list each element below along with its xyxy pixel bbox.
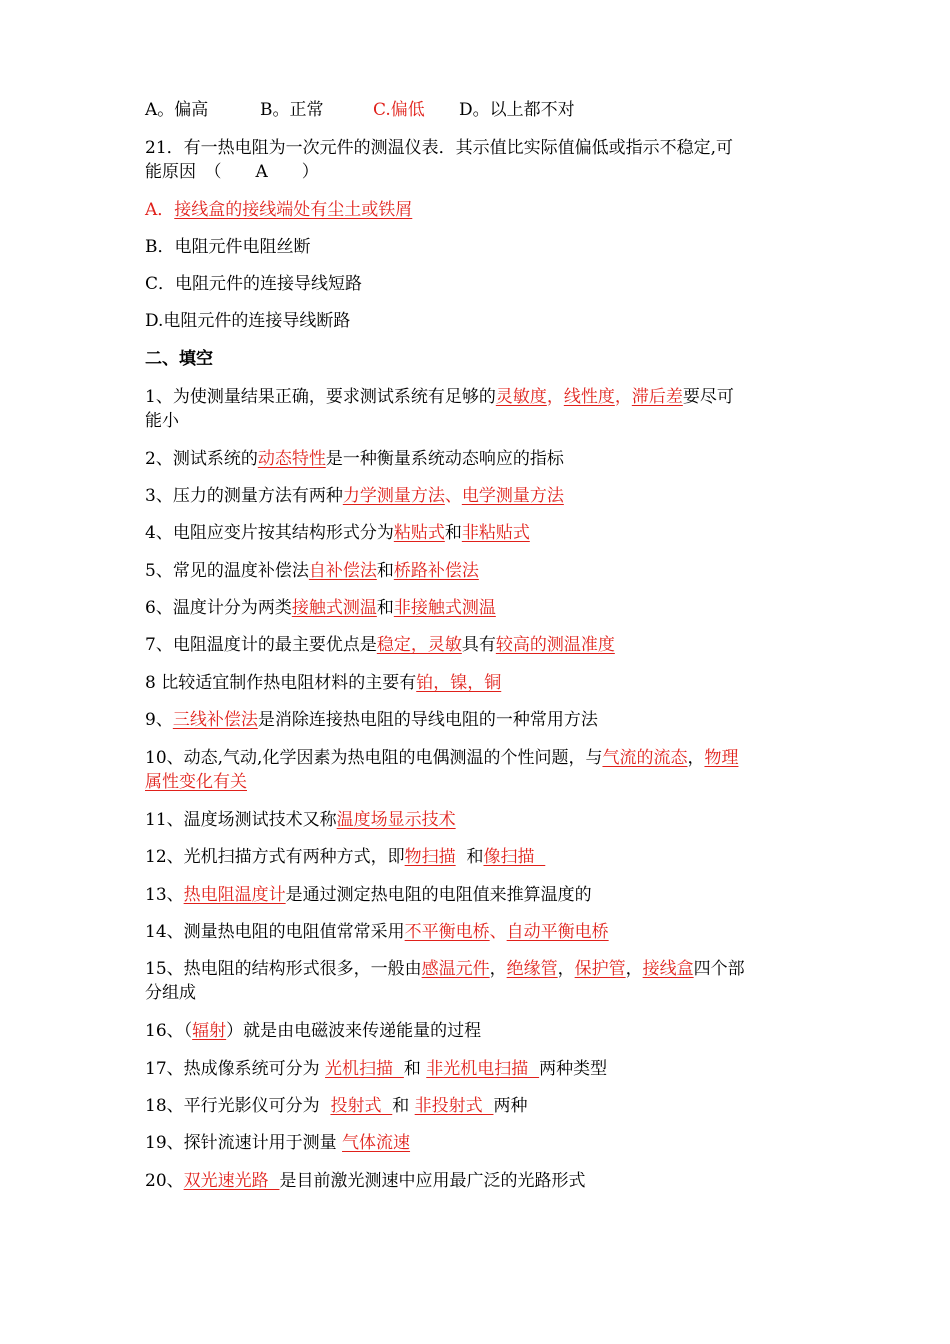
q17-sep: 和 <box>403 1059 427 1079</box>
q20-text-end: 是目前激光测速中应用最广泛的光路形式 <box>279 1171 586 1191</box>
fill-q1-line2: 能小 <box>145 411 179 431</box>
q19-text: 19、探针流速计用于测量 <box>145 1133 343 1153</box>
q5-sep: 和 <box>376 561 394 581</box>
q7-answer-1: 稳定，灵敏 <box>376 635 462 655</box>
q1-answer-2: 线性度 <box>563 387 615 407</box>
q20-text: 20、 <box>145 1171 184 1191</box>
q1-sep-1: ， <box>546 387 564 407</box>
q15-text-end: 四个部 <box>693 959 745 979</box>
q17-text-end: 两种类型 <box>539 1059 608 1079</box>
q5-answer-1: 自补偿法 <box>308 561 377 581</box>
q10-sep: ， <box>687 748 705 768</box>
q18-sep: 和 <box>392 1096 415 1116</box>
q21-line2: 能原因 （ A ） <box>145 162 319 182</box>
q6-answer-1: 接触式测温 <box>291 598 377 618</box>
q21-option-d: D.电阻元件的连接导线断路 <box>145 311 351 331</box>
q10-answer-3: 属性变化有关 <box>145 772 247 792</box>
q4-text: 4、电阻应变片按其结构形式分为 <box>145 523 394 543</box>
fill-q17 <box>145 1057 815 1081</box>
fill-q16 <box>145 1019 815 1043</box>
q7-answer-2: 较高的测温准度 <box>495 635 615 655</box>
q16-text: 16、（ <box>145 1021 193 1041</box>
q14-sep: 、 <box>489 922 507 942</box>
option-b: B。正常 <box>260 100 324 120</box>
q14-text: 14、测量热电阻的电阻值常常采用 <box>145 922 405 942</box>
q2-answer-1: 动态特性 <box>257 449 326 469</box>
q9-text-end: 是消除连接热电阻的导线电阻的一种常用方法 <box>257 710 598 730</box>
fill-q6 <box>145 596 815 620</box>
q4-sep: 和 <box>444 523 462 543</box>
option-d: D。以上都不对 <box>459 100 575 120</box>
fill-q10 <box>145 746 815 770</box>
q17-answer-2: 非光机电扫描 <box>426 1059 540 1079</box>
q3-answer-1: 力学测量方法 <box>342 486 445 506</box>
q3-sep: 、 <box>444 486 462 506</box>
q1-answer-1: 灵敏度 <box>495 387 547 407</box>
q18-text-end: 两种 <box>493 1096 528 1116</box>
q11-answer-1: 温度场显示技术 <box>336 810 456 830</box>
fill-q12 <box>145 845 815 869</box>
fill-q20 <box>145 1169 815 1193</box>
q1-text-end: 要尽可 <box>682 387 734 407</box>
q10-answer-1: 气流的流态 <box>602 748 688 768</box>
fill-q7 <box>145 633 815 657</box>
mcq-options-row <box>145 98 815 122</box>
q19-answer-1: 气体流速 <box>342 1133 411 1153</box>
q2-text-end: 是一种衡量系统动态响应的指标 <box>325 449 564 469</box>
q7-sep: 具有 <box>461 635 496 655</box>
fill-q15-line2: 分组成 <box>145 983 196 1003</box>
fill-q13 <box>145 883 815 907</box>
q14-answer-2: 自动平衡电桥 <box>506 922 609 942</box>
q21-option-b: B．电阻元件电阻丝断 <box>145 237 311 257</box>
fill-q9 <box>145 708 815 732</box>
q3-text: 3、压力的测量方法有两种 <box>145 486 343 506</box>
q15-answer-4: 接线盒 <box>642 959 694 979</box>
q8-text: 8 比较适宜制作热电阻材料的主要有 <box>145 673 417 693</box>
q13-answer-1: 热电阻温度计 <box>183 885 286 905</box>
fill-q14 <box>145 920 815 944</box>
q18-text: 18、平行光影仪可分为 <box>145 1096 331 1116</box>
fill-q8 <box>145 671 815 695</box>
q15-sep-1: ， <box>489 959 507 979</box>
q17-text: 17、热成像系统可分为 <box>145 1059 326 1079</box>
q7-text: 7、电阻温度计的最主要优点是 <box>145 635 377 655</box>
q15-sep-3: ， <box>625 959 643 979</box>
q1-sep-2: ， <box>614 387 632 407</box>
q10-answer-2: 物理 <box>704 748 739 768</box>
q15-answer-2: 绝缘管 <box>506 959 558 979</box>
q14-answer-1: 不平衡电桥 <box>404 922 490 942</box>
q15-answer-3: 保护管 <box>574 959 626 979</box>
q18-answer-1: 投射式 <box>330 1096 393 1116</box>
option-a: A。偏高 <box>145 100 209 120</box>
q13-text-end: 是通过测定热电阻的电阻值来推算温度的 <box>285 885 592 905</box>
q2-text: 2、测试系统的 <box>145 449 258 469</box>
q21-option-a <box>145 198 815 222</box>
q10-text: 10、动态,气动,化学因素为热电阻的电偶测温的个性问题，与 <box>145 748 603 768</box>
q6-text: 6、温度计分为两类 <box>145 598 292 618</box>
fill-q5 <box>145 559 815 583</box>
q3-answer-2: 电学测量方法 <box>461 486 564 506</box>
q5-answer-2: 桥路补偿法 <box>393 561 479 581</box>
q21-option-a-answer: 接线盒的接线端处有尘土或铁屑 <box>174 200 413 220</box>
q1-text: 1、为使测量结果正确，要求测试系统有足够的 <box>145 387 496 407</box>
q13-text: 13、 <box>145 885 184 905</box>
q21-option-c: C．电阻元件的连接导线短路 <box>145 274 363 294</box>
q18-answer-2: 非投射式 <box>414 1096 494 1116</box>
q12-answer-2: 像扫描 <box>483 847 546 867</box>
q12-answer-1: 物扫描 <box>404 847 456 867</box>
q6-sep: 和 <box>376 598 394 618</box>
q11-text: 11、温度场测试技术又称 <box>145 810 337 830</box>
q4-answer-2: 非粘贴式 <box>461 523 530 543</box>
q16-answer-1: 辐射 <box>192 1021 227 1041</box>
q16-text-end: ）就是由电磁波来传递能量的过程 <box>226 1021 482 1041</box>
section-title: 二、填空 <box>145 349 213 369</box>
q8-answer-1: 铂，镍，铜 <box>416 673 502 693</box>
q1-answer-3: 滞后差 <box>631 387 683 407</box>
fill-q10-line2 <box>145 770 815 794</box>
fill-q19 <box>145 1131 815 1155</box>
q9-text: 9、 <box>145 710 173 730</box>
fill-q11 <box>145 808 815 832</box>
q15-answer-1: 感温元件 <box>421 959 490 979</box>
q21-option-a-prefix: A． <box>145 200 175 220</box>
q17-answer-1: 光机扫描 <box>325 1059 404 1079</box>
fill-q18 <box>145 1094 815 1118</box>
q12-text: 12、光机扫描方式有两种方式，即 <box>145 847 405 867</box>
fill-q2 <box>145 447 815 471</box>
q12-sep: 和 <box>455 847 484 867</box>
q15-text: 15、热电阻的结构形式很多，一般由 <box>145 959 422 979</box>
fill-q4 <box>145 521 815 545</box>
q5-text: 5、常见的温度补偿法 <box>145 561 309 581</box>
fill-q3 <box>145 484 815 508</box>
fill-q15 <box>145 957 815 981</box>
q15-sep-2: ， <box>557 959 575 979</box>
q21-line1: 21．有一热电阻为一次元件的测温仪表．其示值比实际值偏低或指示不稳定,可 <box>145 138 734 158</box>
option-c: C.偏低 <box>373 100 425 120</box>
fill-q1 <box>145 385 815 409</box>
q9-answer-1: 三线补偿法 <box>172 710 258 730</box>
q20-answer-1: 双光速光路 <box>183 1171 280 1191</box>
q6-answer-2: 非接触式测温 <box>393 598 496 618</box>
q4-answer-1: 粘贴式 <box>393 523 445 543</box>
